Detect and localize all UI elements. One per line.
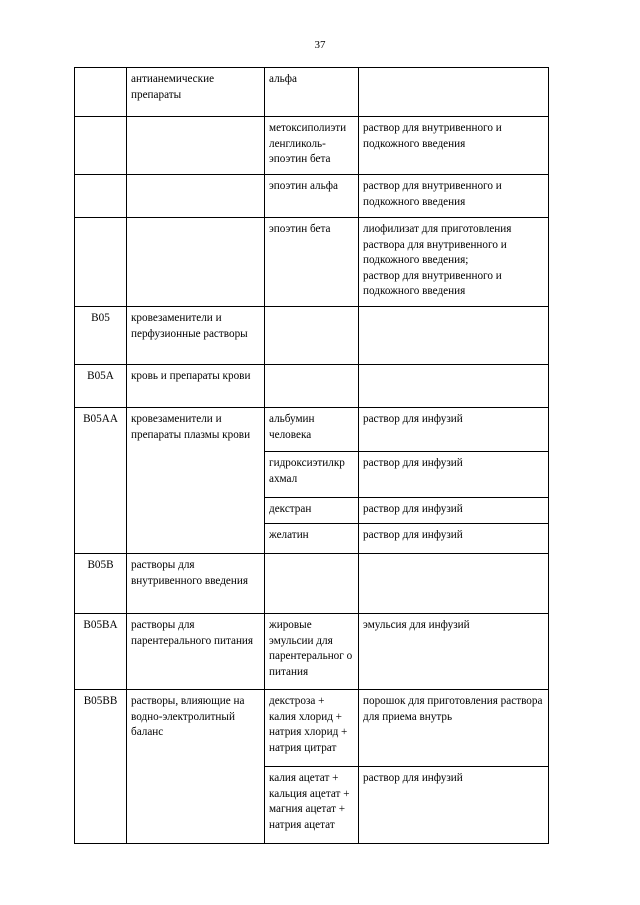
- drug-name-cell: декстроза + калия хлорид + натрия хлорид + натрия цитрат: [265, 690, 359, 767]
- atc-group-cell: растворы для внутривенного введения: [127, 554, 265, 614]
- drug-name-cell: эпоэтин бета: [265, 218, 359, 307]
- dosage-form-cell: раствор для инфузий: [359, 452, 549, 498]
- table-row: [75, 614, 549, 690]
- atc-code-cell: [75, 175, 127, 218]
- dosage-form-cell: [359, 365, 549, 408]
- dosage-form-cell: эмульсия для инфузий: [359, 614, 549, 690]
- atc-group-cell: растворы, влияющие на водно-электролитный баланс: [127, 690, 265, 844]
- atc-group-cell: [127, 117, 265, 175]
- dosage-form-text: лиофилизат для приготовления раствора для внутривенного и подкожного введения;: [363, 223, 512, 267]
- drug-name-cell: [265, 365, 359, 408]
- drug-name-cell: альфа: [265, 68, 359, 117]
- table-row: [75, 408, 549, 452]
- drug-name-cell: калия ацетат + кальция ацетат + магния ацетат + натрия ацетат: [265, 767, 359, 844]
- atc-group-cell: [127, 175, 265, 218]
- drug-name-cell: эпоэтин альфа: [265, 175, 359, 218]
- table-row: [75, 175, 549, 218]
- atc-code-cell: B05: [75, 307, 127, 365]
- drug-list-table: [74, 67, 549, 844]
- drug-name-cell: гидроксиэтилкр ахмал: [265, 452, 359, 498]
- atc-code-cell: B05AA: [75, 408, 127, 554]
- drug-name-cell: [265, 554, 359, 614]
- page-number: 37: [314, 39, 326, 51]
- atc-group-cell: кровь и препараты крови: [127, 365, 265, 408]
- table-row: [75, 554, 549, 614]
- dosage-form-cell: порошок для приготовления раствора для приема внутрь: [359, 690, 549, 767]
- drug-name-cell: декстран: [265, 498, 359, 524]
- atc-group-cell: кровезаменители и препараты плазмы крови: [127, 408, 265, 554]
- dosage-form-cell: [359, 68, 549, 117]
- dosage-form-cell: раствор для внутривенного и подкожного введения: [359, 175, 549, 218]
- atc-code-cell: [75, 218, 127, 307]
- table-row: [75, 690, 549, 767]
- drug-name-cell: жировые эмульсии для парентеральног о питания: [265, 614, 359, 690]
- dosage-form-cell: [359, 307, 549, 365]
- dosage-form-cell: раствор для инфузий: [359, 408, 549, 452]
- drug-name-cell: метоксиполиэти ленгликоль-эпоэтин бета: [265, 117, 359, 175]
- atc-group-cell: кровезаменители и перфузионные растворы: [127, 307, 265, 365]
- atc-code-cell: [75, 68, 127, 117]
- drug-name-cell: желатин: [265, 524, 359, 554]
- dosage-form-cell: [359, 554, 549, 614]
- table-row: [75, 117, 549, 175]
- table-row: [75, 218, 549, 307]
- dosage-form-cell: раствор для инфузий: [359, 524, 549, 554]
- atc-code-cell: B05BB: [75, 690, 127, 844]
- atc-group-cell: растворы для парентерального питания: [127, 614, 265, 690]
- dosage-form-cell: раствор для инфузий: [359, 767, 549, 844]
- dosage-form-text: раствор для внутривенного и подкожного введения: [363, 269, 502, 298]
- drug-name-cell: альбумин человека: [265, 408, 359, 452]
- dosage-form-cell: [359, 218, 549, 307]
- table-row: [75, 68, 549, 117]
- dosage-form-cell: раствор для инфузий: [359, 498, 549, 524]
- drug-name-cell: [265, 307, 359, 365]
- atc-code-cell: B05BA: [75, 614, 127, 690]
- atc-group-cell: антианемические препараты: [127, 68, 265, 117]
- atc-code-cell: B05A: [75, 365, 127, 408]
- dosage-form-cell: раствор для внутривенного и подкожного введения: [359, 117, 549, 175]
- atc-group-cell: [127, 218, 265, 307]
- atc-code-cell: B05B: [75, 554, 127, 614]
- table-row: [75, 365, 549, 408]
- table-row: [75, 307, 549, 365]
- atc-code-cell: [75, 117, 127, 175]
